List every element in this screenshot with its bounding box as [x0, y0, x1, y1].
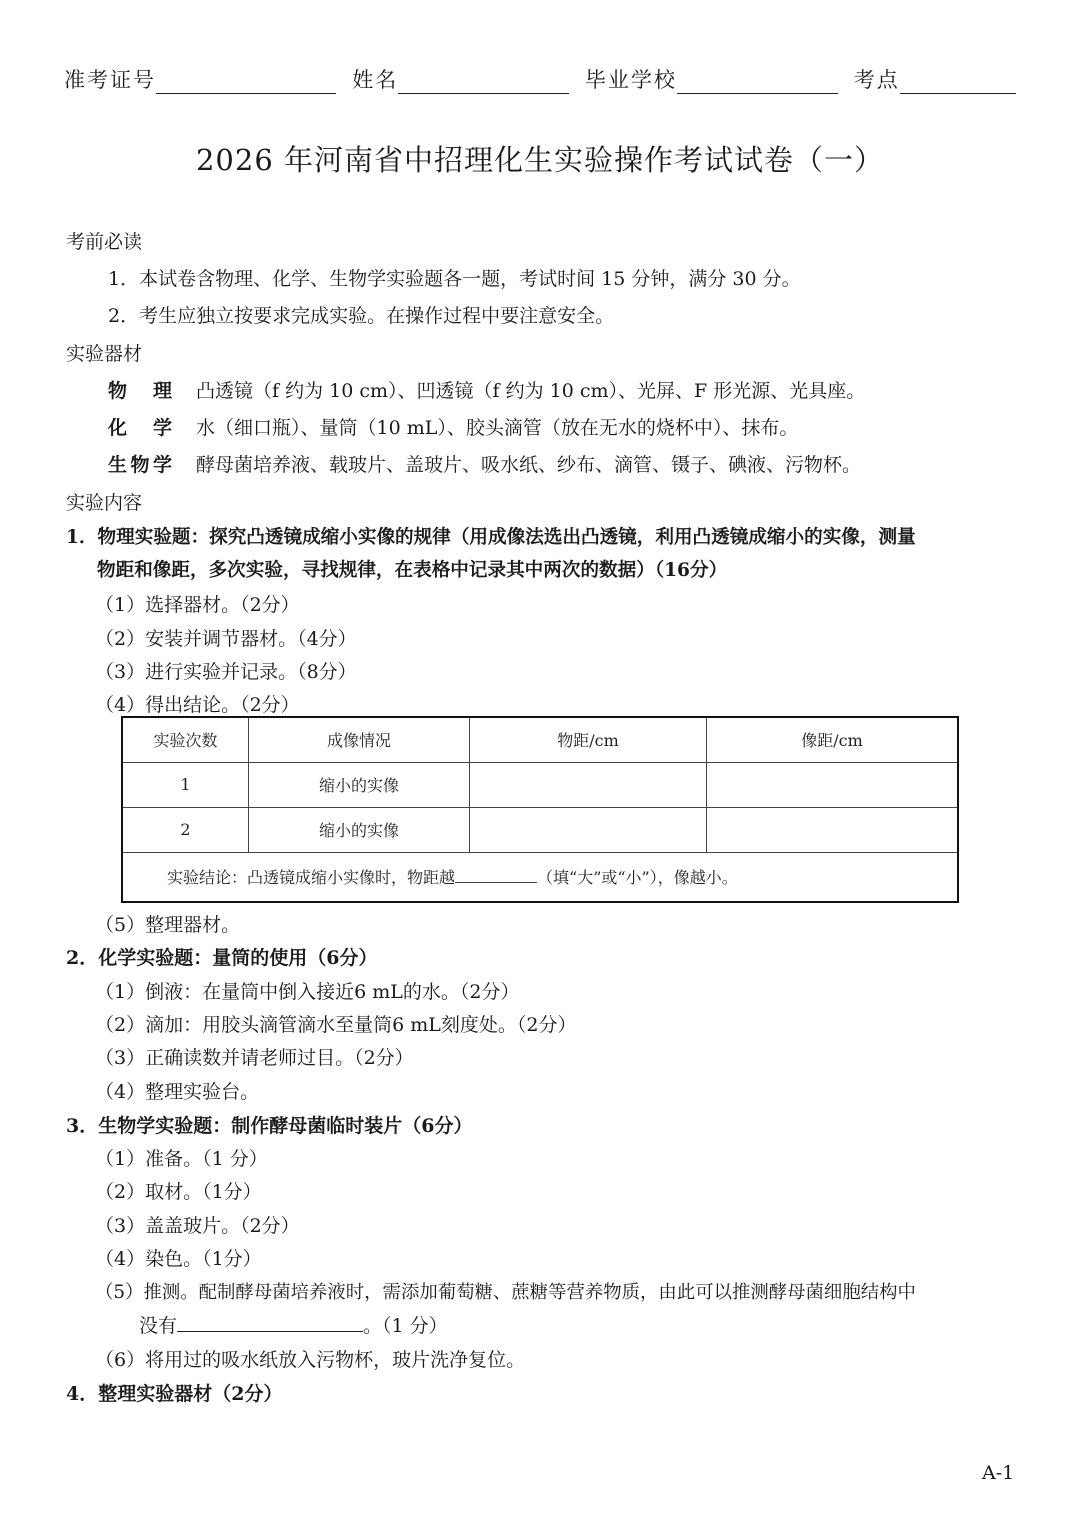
data-table: [121, 716, 959, 903]
q1-title-line2: 物距和像距，多次实验，寻找规律，在表格中记录其中两次的数据）（16分）: [97, 560, 728, 581]
q3-step: （3）盖盖玻片。（2分）: [95, 1215, 300, 1237]
page-number: A-1: [982, 1462, 1015, 1484]
materials-biology: [108, 450, 861, 477]
materials-chemistry: [108, 413, 798, 440]
materials-heading: 实验器材: [66, 343, 143, 365]
q3-step: （4）染色。（1分）: [95, 1248, 262, 1270]
table-cell: 1: [122, 762, 249, 807]
physics-materials: 凸透镜（f 约为 10 cm）、凹透镜（f 约为 10 cm）、光屏、F 形光源、光具座。: [196, 380, 866, 402]
object-distance-cell[interactable]: [470, 762, 707, 807]
q1-title-line1: 1．物理实验题：探究凸透镜成缩小实像的规律（用成像法选出凸透镜，利用凸透镜成缩小的实像，测量: [66, 527, 916, 548]
q3-step5-after: 。（1 分）: [363, 1315, 448, 1337]
q3-step: （2）取材。（1分）: [95, 1181, 262, 1203]
image-distance-cell[interactable]: [707, 807, 959, 852]
q2-step: （3）正确读数并请老师过目。（2分）: [95, 1047, 414, 1069]
page-title: 2026 年河南省中招理化生实验操作考试试卷（一）: [195, 143, 885, 177]
q1-step: （3）进行实验并记录。（8分）: [95, 661, 357, 683]
object-distance-cell[interactable]: [470, 807, 707, 852]
table-header-cell: 成像情况: [249, 717, 470, 762]
q1-step: （4）得出结论。（2分）: [95, 694, 300, 716]
candidate-info-header: [64, 62, 1016, 94]
chemistry-label: 化学: [108, 417, 172, 439]
biology-materials: 酵母菌培养液、载玻片、盖玻片、吸水纸、纱布、滴管、镊子、碘液、污物杯。: [196, 454, 862, 476]
conclusion-blank[interactable]: [455, 868, 537, 883]
q1-step: （2）安装并调节器材。（4分）: [95, 628, 357, 650]
q1-step: （5）整理器材。: [95, 914, 241, 936]
biology-label: 生物学: [108, 454, 172, 476]
image-distance-cell[interactable]: [707, 762, 959, 807]
q3-step: （5）推测。配制酵母菌培养液时，需添加葡萄糖、蔗糖等营养物质，由此可以推测酵母菌细胞结构中: [95, 1282, 916, 1303]
table-cell: 缩小的实像: [249, 807, 470, 852]
chemistry-materials: 水（细口瓶）、量筒（10 mL）、胶头滴管（放在无水的烧杯中）、抹布。: [196, 417, 799, 439]
q2-step: （1）倒液：在量筒中倒入接近6 mL的水。（2分）: [95, 981, 520, 1003]
q3-step5-continuation: [139, 1311, 448, 1338]
name-label: 姓名: [352, 68, 399, 92]
q3-step5-before: 没有: [139, 1315, 178, 1337]
physics-label: 物理: [108, 380, 172, 402]
table-header-cell: 实验次数: [122, 717, 249, 762]
table-header-cell: 像距/cm: [707, 717, 959, 762]
table-header-cell: 物距/cm: [470, 717, 707, 762]
q2-title: 2．化学实验题：量筒的使用（6分）: [66, 947, 378, 969]
table-conclusion-row: [122, 852, 958, 902]
materials-physics: [108, 376, 865, 403]
conclusion-cell: [122, 852, 958, 902]
answer-blank[interactable]: [177, 1313, 363, 1332]
notice-item: 1．本试卷含物理、化学、生物学实验题各一题，考试时间 15 分钟，满分 30 分。: [108, 268, 801, 290]
conclusion-text-after: （填“大”或“小”），像越小。: [537, 868, 738, 887]
school-field[interactable]: [677, 71, 838, 94]
q3-step: （6）将用过的吸水纸放入污物杯，玻片洗净复位。: [95, 1349, 526, 1371]
site-field[interactable]: [900, 71, 1016, 94]
exam-id-field[interactable]: [156, 71, 336, 94]
content-heading: 实验内容: [66, 492, 143, 514]
q3-title: 3．生物学实验题：制作酵母菌临时装片（6分）: [66, 1115, 473, 1137]
notice-heading: 考前必读: [66, 231, 143, 253]
site-label: 考点: [853, 68, 900, 92]
q3-step: （1）准备。（1 分）: [95, 1148, 268, 1170]
q2-step: （2）滴加：用胶头滴管滴水至量筒6 mL刻度处。（2分）: [95, 1014, 577, 1036]
notice-item: 2．考生应独立按要求完成实验。在操作过程中要注意安全。: [108, 305, 615, 327]
q2-step: （4）整理实验台。: [95, 1081, 260, 1103]
school-label: 毕业学校: [584, 68, 677, 92]
table-header-row: [122, 717, 958, 762]
q1-step: （1）选择器材。（2分）: [95, 594, 300, 616]
exam-id-label: 准考证号: [64, 68, 156, 92]
table-row: [122, 807, 958, 852]
table-cell: 2: [122, 807, 249, 852]
table-cell: 缩小的实像: [249, 762, 470, 807]
conclusion-text-before: 实验结论：凸透镜成缩小实像时，物距越: [167, 868, 456, 887]
q4-title: 4．整理实验器材（2分）: [66, 1383, 283, 1405]
table-row: [122, 762, 958, 807]
name-field[interactable]: [398, 71, 569, 94]
